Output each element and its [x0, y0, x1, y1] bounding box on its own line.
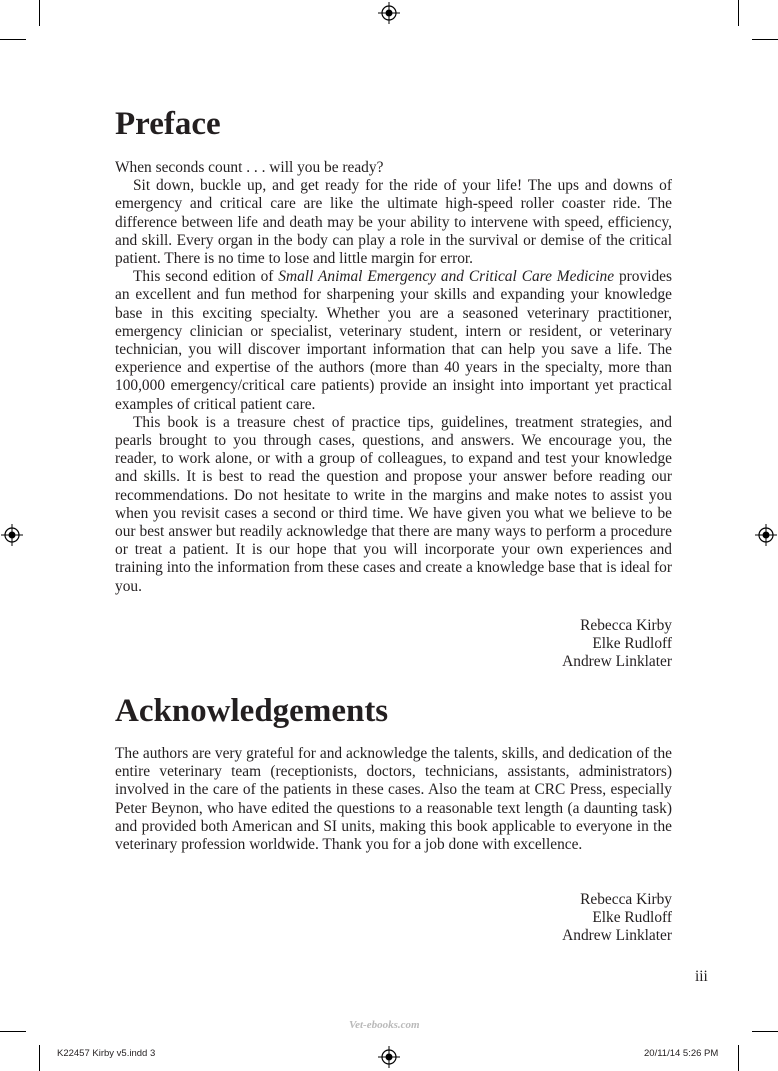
author-name: Andrew Linklater	[562, 927, 672, 945]
acknowledgements-heading: Acknowledgements	[115, 693, 389, 729]
registration-mark-icon	[378, 1046, 400, 1068]
crop-mark-top-right-v	[738, 0, 739, 26]
preface-paragraph-rest: provides an excellent and fun method for sharpening your skills and expanding your knowledge base in this exciting specialty. Whether you are a seasoned veterinary practitioner, emergency clinician or specialist, veterinary student, intern or resident, or veterinary technician, you will discover important information that can help you save a life. The experience and expertise of the authors (more than 40 years in the specialty, more than 100,000 emergency/critical care patients) provide an insight into important yet practical examples of critical patient care.	[115, 268, 672, 413]
preface-paragraph: This book is a treasure chest of practice tips, guidelines, treatment strategies, and pearls brought to you through cases, questions, and answers. We encourage you, the reader, to work alone, or with a group of colleagues, to expand and test your knowledge and skills. It is best to read the question and propose your answer before reading our recommendations. Do not hesitate to write in the margins and make notes to assist you when you revisit cases a second or third time. We have given you what we believe to be our best answer but readily acknowledge that there are many ways to perform a procedure or treat a patient. It is our hope that you will incorporate your own experiences and training into the information from these cases and create a knowledge base that is ideal for you.	[115, 413, 672, 595]
crop-mark-top-left-h	[0, 39, 26, 40]
print-slug-file: K22457 Kirby v5.indd 3	[57, 1048, 156, 1059]
crop-mark-top-left-v	[39, 0, 40, 26]
crop-mark-bottom-left-h	[0, 1031, 26, 1032]
page-number: iii	[695, 968, 708, 985]
preface-opening-line: When seconds count . . . will you be ready?	[115, 159, 384, 176]
watermark-text: Vet-ebooks.com	[349, 1019, 420, 1031]
preface-paragraph-lead: This second edition of	[133, 268, 279, 286]
preface-heading: Preface	[115, 106, 221, 142]
registration-mark-icon	[1, 524, 23, 546]
preface-signatures	[562, 617, 672, 672]
crop-mark-bottom-left-v	[39, 1045, 40, 1071]
registration-mark-icon	[378, 2, 400, 24]
author-name: Elke Rudloff	[592, 909, 672, 927]
acknowledgements-signatures	[562, 891, 672, 946]
crop-mark-top-right-h	[752, 39, 778, 40]
watermark-logo	[349, 1016, 429, 1032]
book-title: Small Animal Emergency and Critical Care Medicine	[278, 268, 615, 286]
crop-mark-bottom-right-h	[752, 1031, 778, 1032]
preface-paragraph: Sit down, buckle up, and get ready for the ride of your life! The ups and downs of emergency and critical care are like the ultimate high-speed roller coaster ride. The difference between life and death may be your ability to intervene with speed, efficiency, and skill. Every organ in the body can play a role in the survival or demise of the critical patient. There is no time to lose and little margin for error.	[115, 177, 672, 268]
author-name: Rebecca Kirby	[580, 617, 672, 634]
author-name: Rebecca Kirby	[580, 891, 672, 908]
author-name: Andrew Linklater	[562, 653, 672, 671]
author-name: Elke Rudloff	[592, 635, 672, 653]
registration-mark-icon	[755, 524, 777, 546]
crop-mark-bottom-right-v	[738, 1045, 739, 1071]
preface-paragraph	[115, 268, 672, 414]
acknowledgements-paragraph: The authors are very grateful for and acknowledge the talents, skills, and dedication of the entire veterinary team (receptionists, doctors, technicians, assistants, administrators) involved in the care of the patients in these cases. Also the team at CRC Press, especially Peter Beynon, who have edited the questions to a reasonable text length (a daunting task) and provided both American and SI units, making this book applicable to everyone in the veterinary profession worldwide. Thank you for a job done with excellence.	[115, 745, 672, 854]
print-slug-timestamp: 20/11/14 5:26 PM	[644, 1048, 719, 1059]
preface-body	[115, 159, 672, 596]
acknowledgements-body	[115, 745, 672, 854]
